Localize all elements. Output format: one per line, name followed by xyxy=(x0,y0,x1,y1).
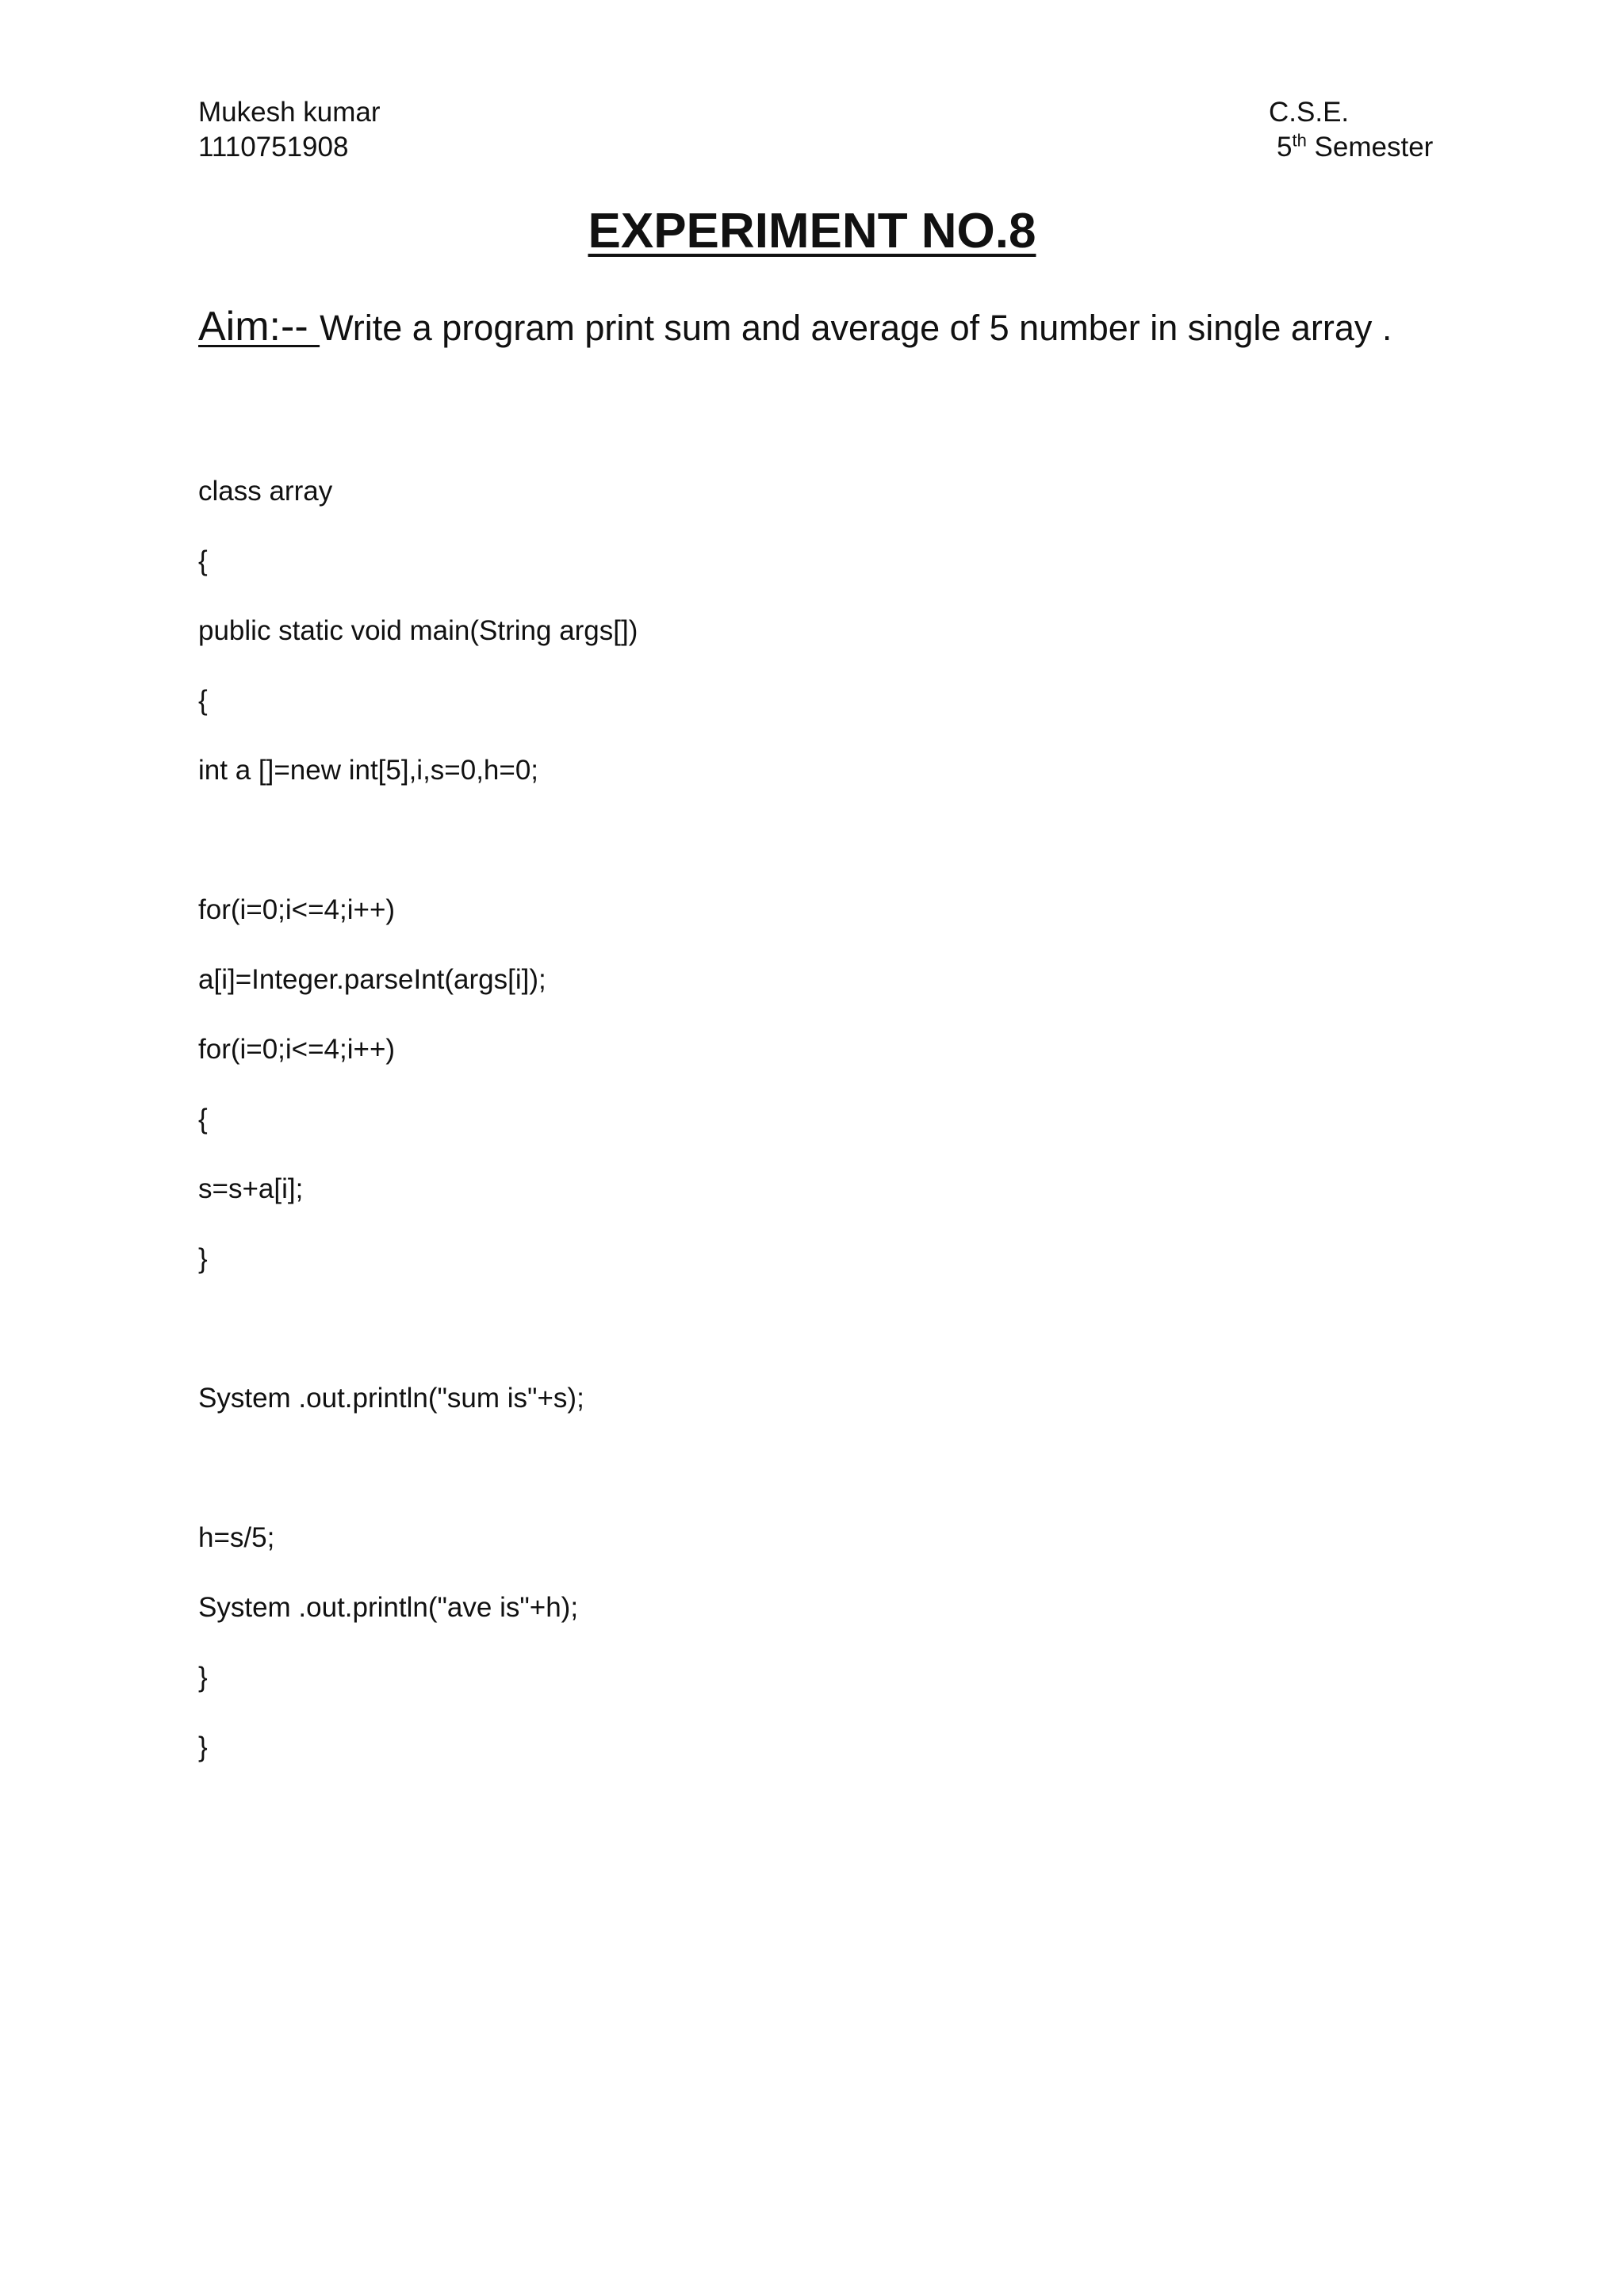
semester-number: 5 xyxy=(1277,132,1293,163)
course-info xyxy=(1269,95,1433,165)
code-line: } xyxy=(198,1732,208,1762)
code-line: a[i]=Integer.parseInt(args[i]); xyxy=(198,964,546,995)
code-line: } xyxy=(198,1662,208,1693)
code-line: int a []=new int[5],i,s=0,h=0; xyxy=(198,755,539,786)
code-line: for(i=0;i<=4;i++) xyxy=(198,894,396,925)
code-line: System .out.println("sum is"+s); xyxy=(198,1383,584,1414)
code-line: h=s/5; xyxy=(198,1522,275,1553)
semester-word: Semester xyxy=(1306,132,1434,163)
aim-statement xyxy=(198,303,1392,352)
code-line: { xyxy=(198,1104,208,1135)
code-line: for(i=0;i<=4;i++) xyxy=(198,1034,396,1065)
code-line: class array xyxy=(198,476,333,507)
code-line: s=s+a[i]; xyxy=(198,1173,304,1204)
code-line: public static void main(String args[]) xyxy=(198,615,638,646)
roll-number: 1110751908 xyxy=(198,132,349,163)
code-line: } xyxy=(198,1243,208,1274)
code-line: System .out.println("ave is"+h); xyxy=(198,1592,579,1623)
code-line: { xyxy=(198,545,208,576)
aim-text: Write a program print sum and average of 5 number in single array . xyxy=(320,308,1392,348)
branch: C.S.E. xyxy=(1269,97,1350,128)
student-name: Mukesh kumar xyxy=(198,97,381,128)
semester xyxy=(1269,130,1433,165)
page-title xyxy=(0,200,1624,263)
code-line: { xyxy=(198,685,208,716)
page-title-text: EXPERIMENT NO.8 xyxy=(588,204,1036,258)
student-info xyxy=(198,95,381,165)
semester-suffix: th xyxy=(1292,130,1307,151)
aim-label: Aim:-- xyxy=(198,304,320,350)
